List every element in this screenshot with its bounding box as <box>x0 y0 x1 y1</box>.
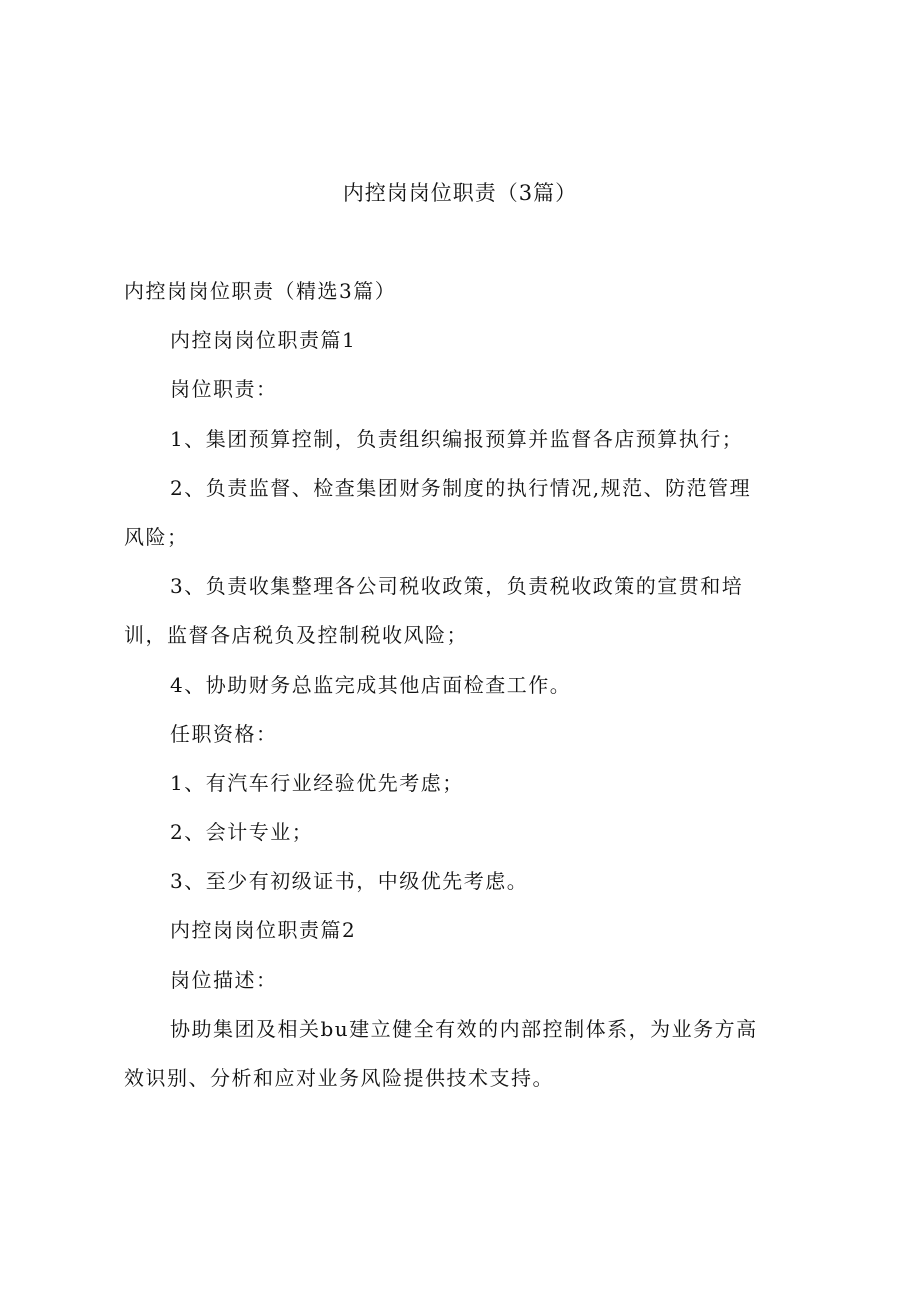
label-job-duties: 岗位职责： <box>170 377 278 401</box>
document-subtitle: 内控岗岗位职责（精选3篇） <box>124 279 397 303</box>
label-job-description: 岗位描述： <box>170 968 278 992</box>
document-title: 内控岗岗位职责（3篇） <box>342 181 578 205</box>
duty-item-2: 2、负责监督、检查集团财务制度的执行情况,规范、防范管理 <box>170 476 752 500</box>
description-paragraph: 协助集团及相关bu建立健全有效的内部控制体系，为业务方高 <box>170 1017 758 1041</box>
duty-item-3-continued: 训，监督各店税负及控制税收风险； <box>124 623 468 647</box>
label-qualifications: 任职资格： <box>170 722 278 746</box>
section-heading-1: 内控岗岗位职责篇1 <box>170 328 357 352</box>
qualification-item-2: 2、会计专业； <box>170 820 314 844</box>
duty-item-3: 3、负责收集整理各公司税收政策，负责税收政策的宣贯和培 <box>170 574 744 598</box>
duty-item-1: 1、集团预算控制，负责组织编报预算并监督各店预算执行； <box>170 427 744 451</box>
section-heading-2: 内控岗岗位职责篇2 <box>170 918 357 942</box>
description-paragraph-continued: 效识别、分析和应对业务风险提供技术支持。 <box>124 1066 554 1090</box>
duty-item-4: 4、协助财务总监完成其他店面检查工作。 <box>170 673 572 697</box>
duty-item-2-continued: 风险； <box>124 525 189 549</box>
qualification-item-1: 1、有汽车行业经验优先考虑； <box>170 771 464 795</box>
qualification-item-3: 3、至少有初级证书，中级优先考虑。 <box>170 869 529 893</box>
